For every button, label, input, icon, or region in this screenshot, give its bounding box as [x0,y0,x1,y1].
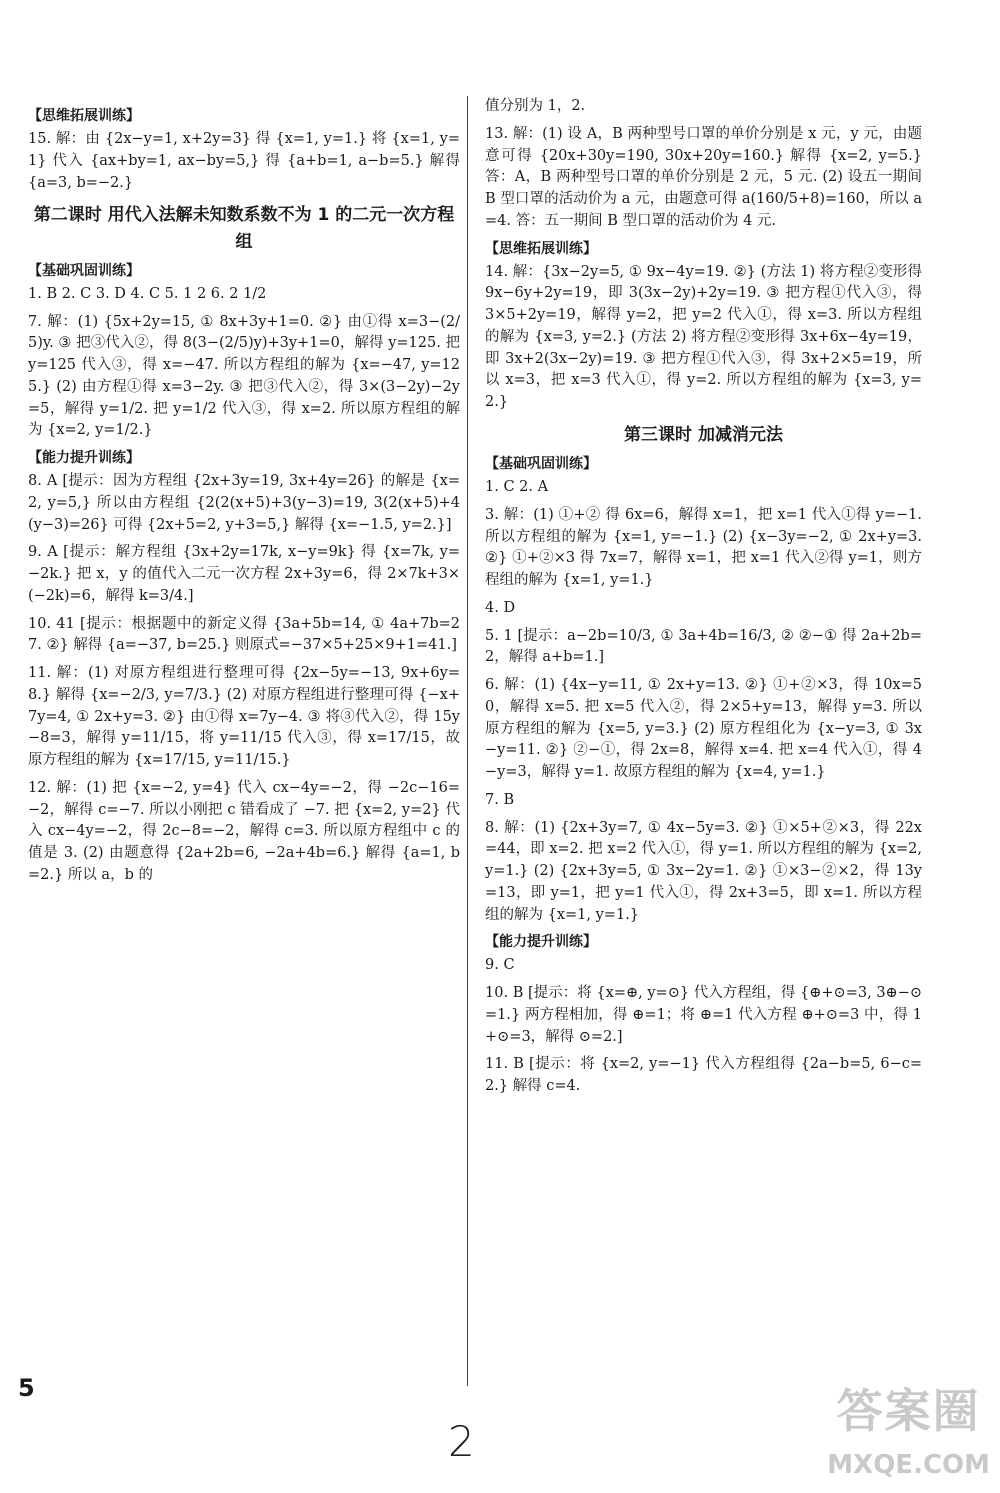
answer-paragraph: 10. 41 [提示：根据题中的新定义得 {3a+5b=14, ① 4a+7b=27. ②} 解得 {a=−37, b=25.} 则原式=−37×5+25×9+1=41.] [28,615,460,654]
handwritten-mark: 2 [448,1417,475,1466]
section-heading: 【思维拓展训练】 [485,240,597,257]
left-column [28,100,460,893]
answer-paragraph: 11. B [提示：将 {x=2, y=−1} 代入方程组得 {2a−b=5, 6−c=2.} 解得 c=4. [485,1056,922,1095]
answer-paragraph: 8. A [提示：因为方程组 {2x+3y=19, 3x+4y=26} 的解是 {x=2, y=5,} 所以由方程组 {2(2(x+5)+3(y−3)=19, 3(2(x+5)+4(y−3)=26} 可得 {2x+5=2, y+3=5,} 解得 {x=−1.5, y=2.}] [28,473,460,533]
answer-paragraph: 1. C 2. A [485,479,549,496]
answer-paragraph: 9. C [485,957,515,974]
section-heading: 【基础巩固训练】 [485,456,597,473]
answer-paragraph: 14. 解：{3x−2y=5, ① 9x−4y=19. ②} (方法 1) 将方程②变形得 9x−6y+2y=19，即 3(3x−2y)+2y=19. ③ 把方程①代入③，得 3×5+2y=19，解得 y=2，把 y=2 代入①，得 x=3. 所以方程组的解为 {x=3, y=2.} (方法 2) 将方程②变形得 3x+6x−4y=19，即 3x+2(3x−2y)=19. ③ 把方程①代入③，得 3x+2×5=19，所以 x=3，把 x=3 代入①，得 y=2. 所以方程组的解为 {x=3, y=2.} [485,263,922,410]
answer-paragraph: 4. D [485,599,516,616]
section-heading: 【能力提升训练】 [28,450,140,467]
answer-paragraph: 7. B [485,791,515,808]
answer-paragraph: 值分别为 1，2. [485,98,586,114]
section-heading: 【思维拓展训练】 [28,108,140,124]
watermark-logo [827,1377,990,1485]
watermark-line1: 答案圈 [836,1384,981,1438]
answer-paragraph: 5. 1 [提示：a−2b=10/3, ① 3a+4b=16/3, ② ②−① 得 2a+2b=2，解得 a+b=1.] [485,627,922,666]
answer-paragraph: 11. 解：(1) 对原方程组进行整理可得 {2x−5y=−13, 9x+6y=8.} 解得 {x=−2/3, y=7/3.} (2) 对原方程组进行整理可得 {−x+7y=4, ① 2x+y=3. ②} 由①得 x=7y−4. ③ 将③代入②，得 15y−8=3，解得 y=11/15，将 y=11/15 代入③，得 x=17/15，故原方程组的解为 {x=17/15, y=11/15.} [28,665,460,769]
answer-paragraph: 1. B 2. C 3. D 4. C 5. 1 2 6. 2 1/2 [28,285,267,302]
answer-paragraph: 13. 解：(1) 设 A，B 两种型号口罩的单价分别是 x 元，y 元，由题意可得 {20x+30y=190, 30x+20y=160.} 解得 {x=2, y=5.} 答：A，B 两种型号口罩的单价分别是 2 元，5 元. (2) 设五一期间 B 型口罩的活动价为 a 元，由题意可得 a(160/5+8)=160，所以 a=4. 答：五一期间 B 型口罩的活动价为 4 元. [485,125,922,229]
answer-paragraph: 9. A [提示：解方程组 {3x+2y=17k, x−y=9k} 得 {x=7k, y=−2k.} 把 x，y 的值代入二元一次方程 2x+3y=6，得 2×7k+3×(−2k)=6，解得 k=3/4.] [28,544,460,604]
section-heading: 【能力提升训练】 [485,934,597,951]
watermark-line2: MXQE.COM [827,1450,990,1480]
column-divider [467,96,468,1386]
lesson-title: 第二课时 用代入法解未知数系数不为 1 的二元一次方程组 [33,205,455,252]
answer-paragraph: 6. 解：(1) {4x−y=11, ① 2x+y=13. ②} ①+②×3，得 10x=50，解得 x=5. 把 x=5 代入②，得 2×5+y=13，解得 y=3. 所以原方程组的解为 {x=5, y=3.} (2) 原方程组化为 {x−y=3, ① 3x−y=11. ②} ②−①，得 2x=8，解得 x=4. 把 x=4 代入①，得 4−y=3，解得 y=1. 故原方程组的解为 {x=4, y=1.} [485,677,922,781]
answer-paragraph: 12. 解：(1) 把 {x=−2, y=4} 代入 cx−4y=−2，得 −2c−16=−2，解得 c=−7. 所以小刚把 c 错看成了 −7. 把 {x=2, y=2} 代入 cx−4y=−2，得 2c−8=−2，解得 c=3. 所以原方程组中 c 的值是 3. (2) 由题意得 {2a+2b=6, −2a+4b=6.} 解得 {a=1, b=2.} 所以 a，b 的 [28,779,460,883]
right-column [485,96,922,1104]
answer-paragraph: 8. 解：(1) {2x+3y=7, ① 4x−5y=3. ②} ①×5+②×3，得 22x=44，即 x=2. 把 x=2 代入①，得 y=1. 所以方程组的解为 {x=2, y=1.} (2) {2x+3y=5, ① 3x−2y=1. ②} ①×3−②×2，得 13y=13，即 y=1，把 y=1 代入①，得 2x+3=5，即 x=1. 所以方程组的解为 {x=1, y=1.} [485,819,922,923]
page-number: 5 [18,1374,35,1402]
answer-paragraph: 3. 解：(1) ①+② 得 6x=6，解得 x=1，把 x=1 代入①得 y=−1. 所以方程组的解为 {x=1, y=−1.} (2) {x−3y=−2, ① 2x+y=3. ②} ①+②×3 得 7x=7，解得 x=1，把 x=1 代入②得 y=1，则方程组的解为 {x=1, y=1.} [485,506,922,589]
answer-paragraph: 10. B [提示：将 {x=⊕, y=⊙} 代入方程组，得 {⊕+⊙=3, 3⊕−⊙=1.} 两方程相加，得 ⊕=1；将 ⊕=1 代入方程 ⊕+⊙=3 中，得 1+⊙=3，解得 ⊙=2.] [485,985,922,1045]
answer-paragraph: 15. 解：由 {2x−y=1, x+2y=3} 得 {x=1, y=1.} 将 {x=1, y=1} 代入 {ax+by=1, ax−by=5,} 得 {a+b=1, a−b=5.} 解得 {a=3, b=−2.} [28,131,460,191]
section-heading: 【基础巩固训练】 [28,262,140,279]
lesson-title: 第三课时 加减消元法 [624,424,783,445]
answer-paragraph: 7. 解：(1) {5x+2y=15, ① 8x+3y+1=0. ②} 由①得 x=3−(2/5)y. ③ 把③代入②，得 8(3−(2/5)y)+3y+1=0，解得 y=125. 把 y=125 代入③，得 x=−47. 所以方程组的解为 {x=−47, y=125.} (2) 由方程①得 x=3−2y. ③ 把③代入②，得 3×(3−2y)−2y=5，解得 y=1/2. 把 y=1/2 代入③，得 x=2. 所以原方程组的解为 {x=2, y=1/2.} [28,313,460,439]
